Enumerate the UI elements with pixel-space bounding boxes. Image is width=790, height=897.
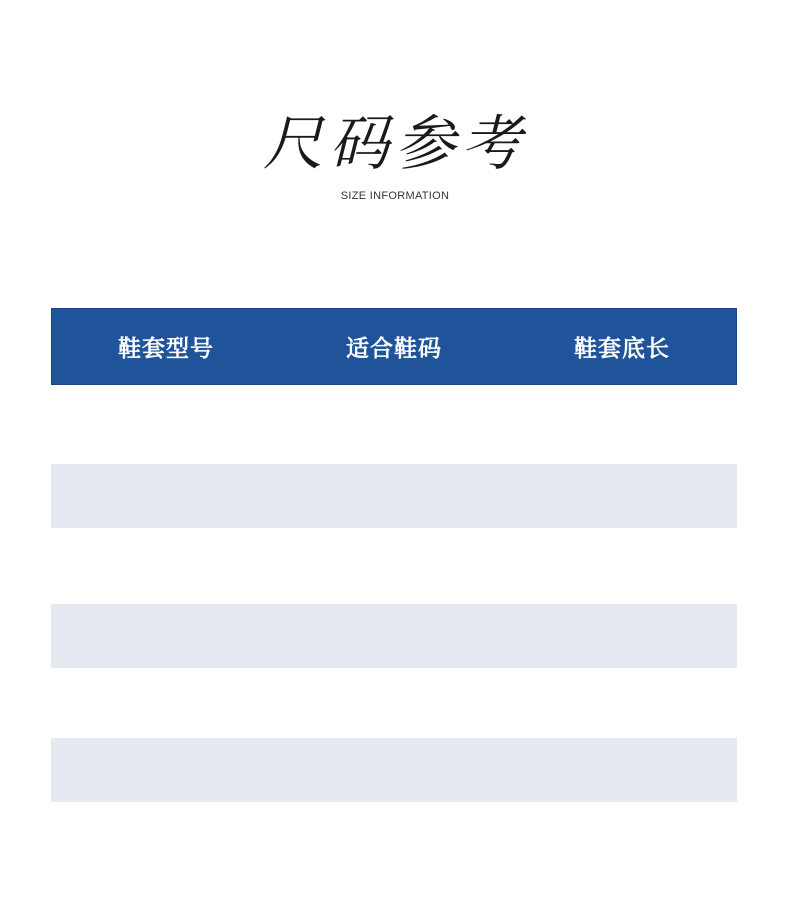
table-cell-shoe-size (280, 604, 509, 668)
table-cell-shoe-size (280, 385, 509, 464)
table-cell-shoe-size (280, 528, 509, 604)
table-cell-sole-length (508, 528, 737, 604)
table-cell-sole-length (508, 668, 737, 738)
table-cell-model (51, 385, 280, 464)
column-header-model: 鞋套型号 (118, 336, 214, 362)
table-row (51, 385, 737, 464)
page-subtitle: SIZE INFORMATION (340, 190, 450, 202)
table-cell-model (51, 464, 280, 528)
table-cell-shoe-size (280, 668, 509, 738)
table-cell-shoe-size (280, 738, 509, 802)
table-row (51, 528, 737, 604)
table-cell-sole-length (508, 464, 737, 528)
page-title: 尺码参考 (263, 109, 527, 179)
table-cell-model (51, 528, 280, 604)
table-cell-sole-length (508, 385, 737, 464)
table-row (51, 738, 737, 802)
size-table (51, 308, 737, 802)
table-cell-model (51, 668, 280, 738)
table-cell-sole-length (508, 604, 737, 668)
column-header-shoe-size: 适合鞋码 (346, 336, 442, 362)
table-header (51, 308, 737, 385)
table-row (51, 668, 737, 738)
table-cell-shoe-size (280, 464, 509, 528)
table-cell-model (51, 738, 280, 802)
table-body (51, 385, 737, 802)
column-header-sole-length: 鞋套底长 (574, 336, 670, 362)
table-cell-model (51, 604, 280, 668)
table-cell-sole-length (508, 738, 737, 802)
table-row (51, 604, 737, 668)
table-row (51, 464, 737, 528)
